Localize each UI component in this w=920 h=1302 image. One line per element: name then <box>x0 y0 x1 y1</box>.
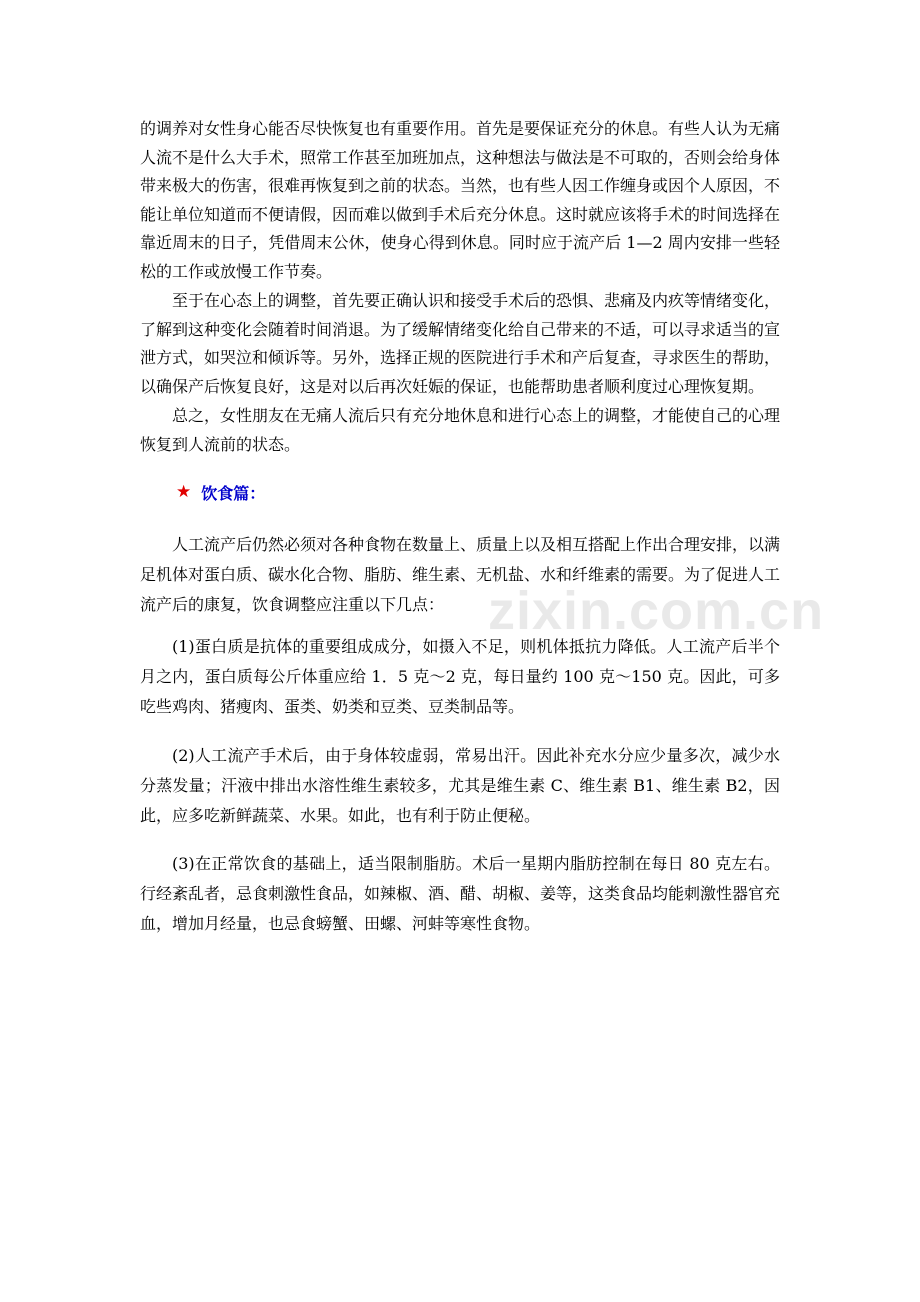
star-icon: ★ <box>176 481 192 502</box>
paragraph-rest-intro: 的调养对女性身心能否尽快恢复也有重要作用。首先是要保证充分的休息。有些人认为无痛人流不是什么大手术，照常工作甚至加班加点，这种想法与做法是不可取的，否则会给身体带来极大的伤害，很难再恢复到之前的状态。当然，也有些人因工作缠身或因个人原因，不能让单位知道而不便请假，因而难以做到手术后充分休息。这时就应该将手术的时间选择在靠近周末的日子，凭借周末公休，使身心得到休息。同时应于流产后 1—2 周内安排一些轻松的工作或放慢工作节奏。 <box>140 119 781 281</box>
paragraph-diet-point-1: (1)蛋白质是抗体的重要组成成分，如摄入不足，则机体抵抗力降低。人工流产后半个月之内，蛋白质每公斤体重应给 1．5 克～2 克，每日量约 100 克～150 克。因此，可多吃些鸡肉、猪瘦肉、蛋类、奶类和豆类、豆类制品等。 <box>140 637 780 716</box>
section-heading-text: 饮食篇： <box>201 483 266 503</box>
paragraph-diet-intro: 人工流产后仍然必须对各种食物在数量上、质量上以及相互搭配上作出合理安排，以满足机体对蛋白质、碳水化合物、脂肪、维生素、无机盐、水和纤维素的需要。为了促进人工流产后的康复，饮食调整应注重以下几点： <box>140 535 781 614</box>
section-heading-diet <box>176 478 265 506</box>
paragraph-summary: 总之，女性朋友在无痛人流后只有充分地休息和进行心态上的调整，才能使自己的心理恢复到人流前的状态。 <box>140 406 781 454</box>
paragraph-diet-point-3: (3)在正常饮食的基础上，适当限制脂肪。术后一星期内脂肪控制在每日 80 克左右。行经紊乱者，忌食刺激性食品，如辣椒、酒、醋、胡椒、姜等，这类食品均能刺激性器官充血，增加月经量，也忌食螃蟹、田螺、河蚌等寒性食物。 <box>140 854 781 933</box>
watermark: zixin.com.cn <box>488 581 825 641</box>
paragraph-diet-point-2: (2)人工流产手术后，由于身体较虚弱，常易出汗。因此补充水分应少量多次，减少水分蒸发量；汗液中排出水溶性维生素较多，尤其是维生素 C、维生素 B1、维生素 B2，因此，应多吃新鲜蔬菜、水果。如此，也有利于防止便秘。 <box>140 746 780 825</box>
paragraph-mental-adjustment: 至于在心态上的调整，首先要正确认识和接受手术后的恐惧、悲痛及内疚等情绪变化，了解到这种变化会随着时间消退。为了缓解情绪变化给自己带来的不适，可以寻求适当的宣泄方式，如哭泣和倾诉等。另外，选择正规的医院进行手术和产后复查，寻求医生的帮助，以确保产后恢复良好，这是对以后再次妊娠的保证，也能帮助患者顺利度过心理恢复期。 <box>140 291 781 396</box>
